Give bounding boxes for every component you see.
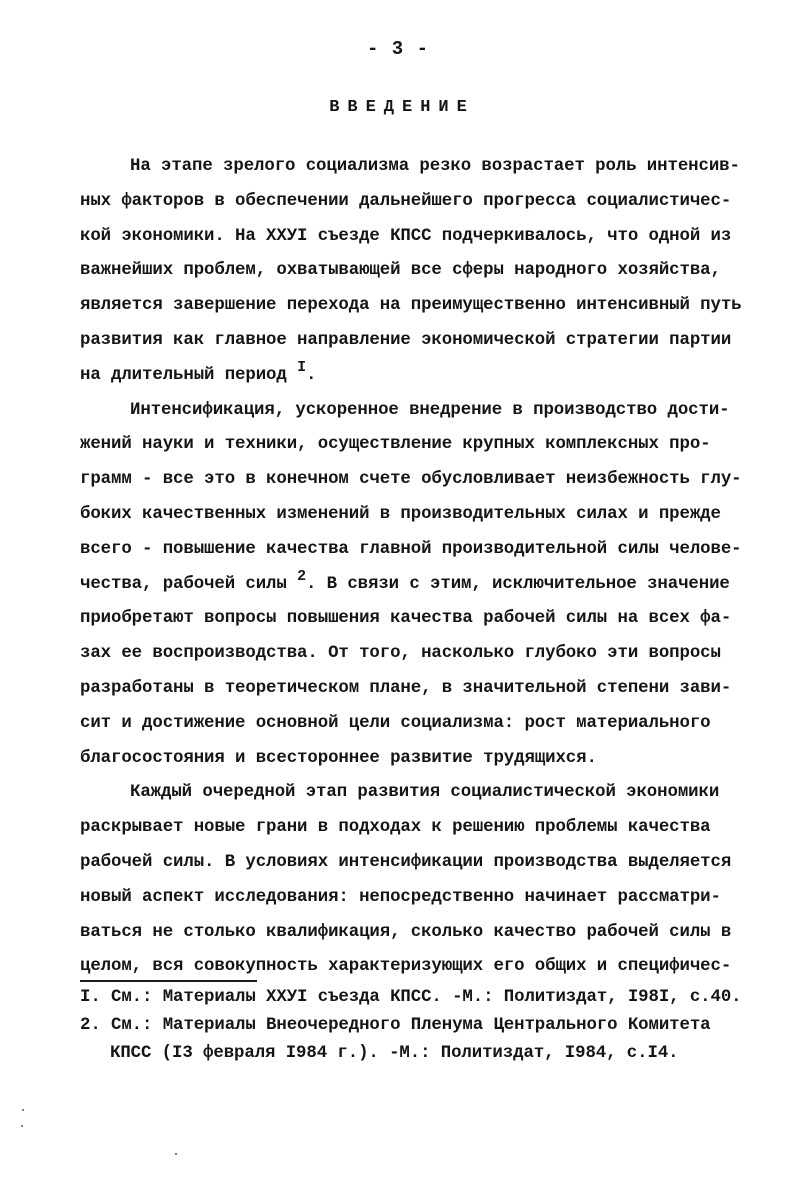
section-title: ВВЕДЕНИЕ	[329, 98, 475, 117]
text-line: новый аспект исследования: непосредственно начинает рассматри-	[80, 887, 721, 907]
text-line: рабочей силы. В условиях интенсификации производства выделяется	[80, 852, 732, 872]
footnote-line: I. См.: Материалы ХХУI съезда КПСС. -М.: Политиздат, I98I, с.40.	[80, 988, 742, 1007]
text-line: развития как главное направление экономической стратегии партии	[80, 330, 732, 350]
text-line: грамм - все это в конечном счете обусловливает неизбежность глу-	[80, 470, 742, 490]
footnote	[80, 984, 780, 1012]
paragraph	[80, 776, 770, 985]
footnotes	[80, 984, 780, 1068]
text-line: боких качественных изменений в производительных силах и прежде	[80, 504, 721, 524]
text-line	[80, 359, 770, 394]
text-line: важнейших проблем, охватывающей все сферы народного хозяйства,	[80, 261, 721, 281]
body-text	[80, 150, 770, 985]
text-line: ваться не столько квалификация, сколько качество рабочей силы в	[80, 922, 732, 942]
paragraph	[80, 150, 770, 394]
text-line: кой экономики. На ХХУI съезде КПСС подчеркивалось, что одной из	[80, 226, 732, 246]
text-line: жений науки и техники, осуществление крупных комплексных про-	[80, 435, 711, 455]
footnote-line: 2. См.: Материалы Внеочередного Пленума Центрального Комитета	[80, 1016, 711, 1035]
scan-speck	[175, 1153, 177, 1155]
text-line: На этапе зрелого социализма резко возрастает роль интенсив-	[130, 157, 740, 176]
text-line: благосостояния и всестороннее развитие трудящихся.	[80, 748, 597, 768]
text-line: приобретают вопросы повышения качества рабочей силы на всех фа-	[80, 609, 732, 629]
text-segment: . В связи с этим, исключительное значение	[305, 574, 730, 594]
text-line: всего - повышение качества главной производительной силы челове-	[80, 539, 742, 559]
footnote-separator	[80, 980, 257, 982]
text-line: Интенсификация, ускоренное внедрение в производство дости-	[130, 400, 730, 420]
text-line: ных факторов в обеспечении дальнейшего прогресса социалистичес-	[80, 191, 732, 211]
text-line: раскрывает новые грани в подходах к решению проблемы качества	[80, 818, 711, 838]
text-segment: .	[305, 365, 317, 385]
scan-speck	[22, 1109, 24, 1111]
text-segment: чества, рабочей силы	[80, 574, 287, 594]
page-number: - 3 -	[366, 38, 429, 60]
text-line: является завершение перехода на преимущественно интенсивный путь	[80, 296, 742, 316]
footnote-line: КПСС (I3 февраля I984 г.). -М.: Политиздат, I984, с.I4.	[110, 1044, 679, 1063]
text-line: сит и достижение основной цели социализма: рост материального	[80, 713, 711, 733]
text-line: Каждый очередной этап развития социалистической экономики	[130, 783, 720, 803]
text-line: разработаны в теоретическом плане, в значительной степени зави-	[80, 678, 732, 698]
footnote-reference[interactable]: I	[297, 358, 306, 376]
paragraph	[80, 394, 770, 777]
footnote-reference[interactable]: 2	[297, 567, 306, 585]
text-line: зах ее воспроизводства. От того, насколько глубоко эти вопросы	[80, 644, 721, 664]
text-segment: на длительный период	[80, 365, 287, 385]
text-line	[80, 568, 770, 603]
text-line: целом, вся совокупность характеризующих его общих и специфичес-	[80, 957, 732, 977]
scan-speck	[21, 1125, 23, 1127]
footnote	[80, 1012, 780, 1068]
